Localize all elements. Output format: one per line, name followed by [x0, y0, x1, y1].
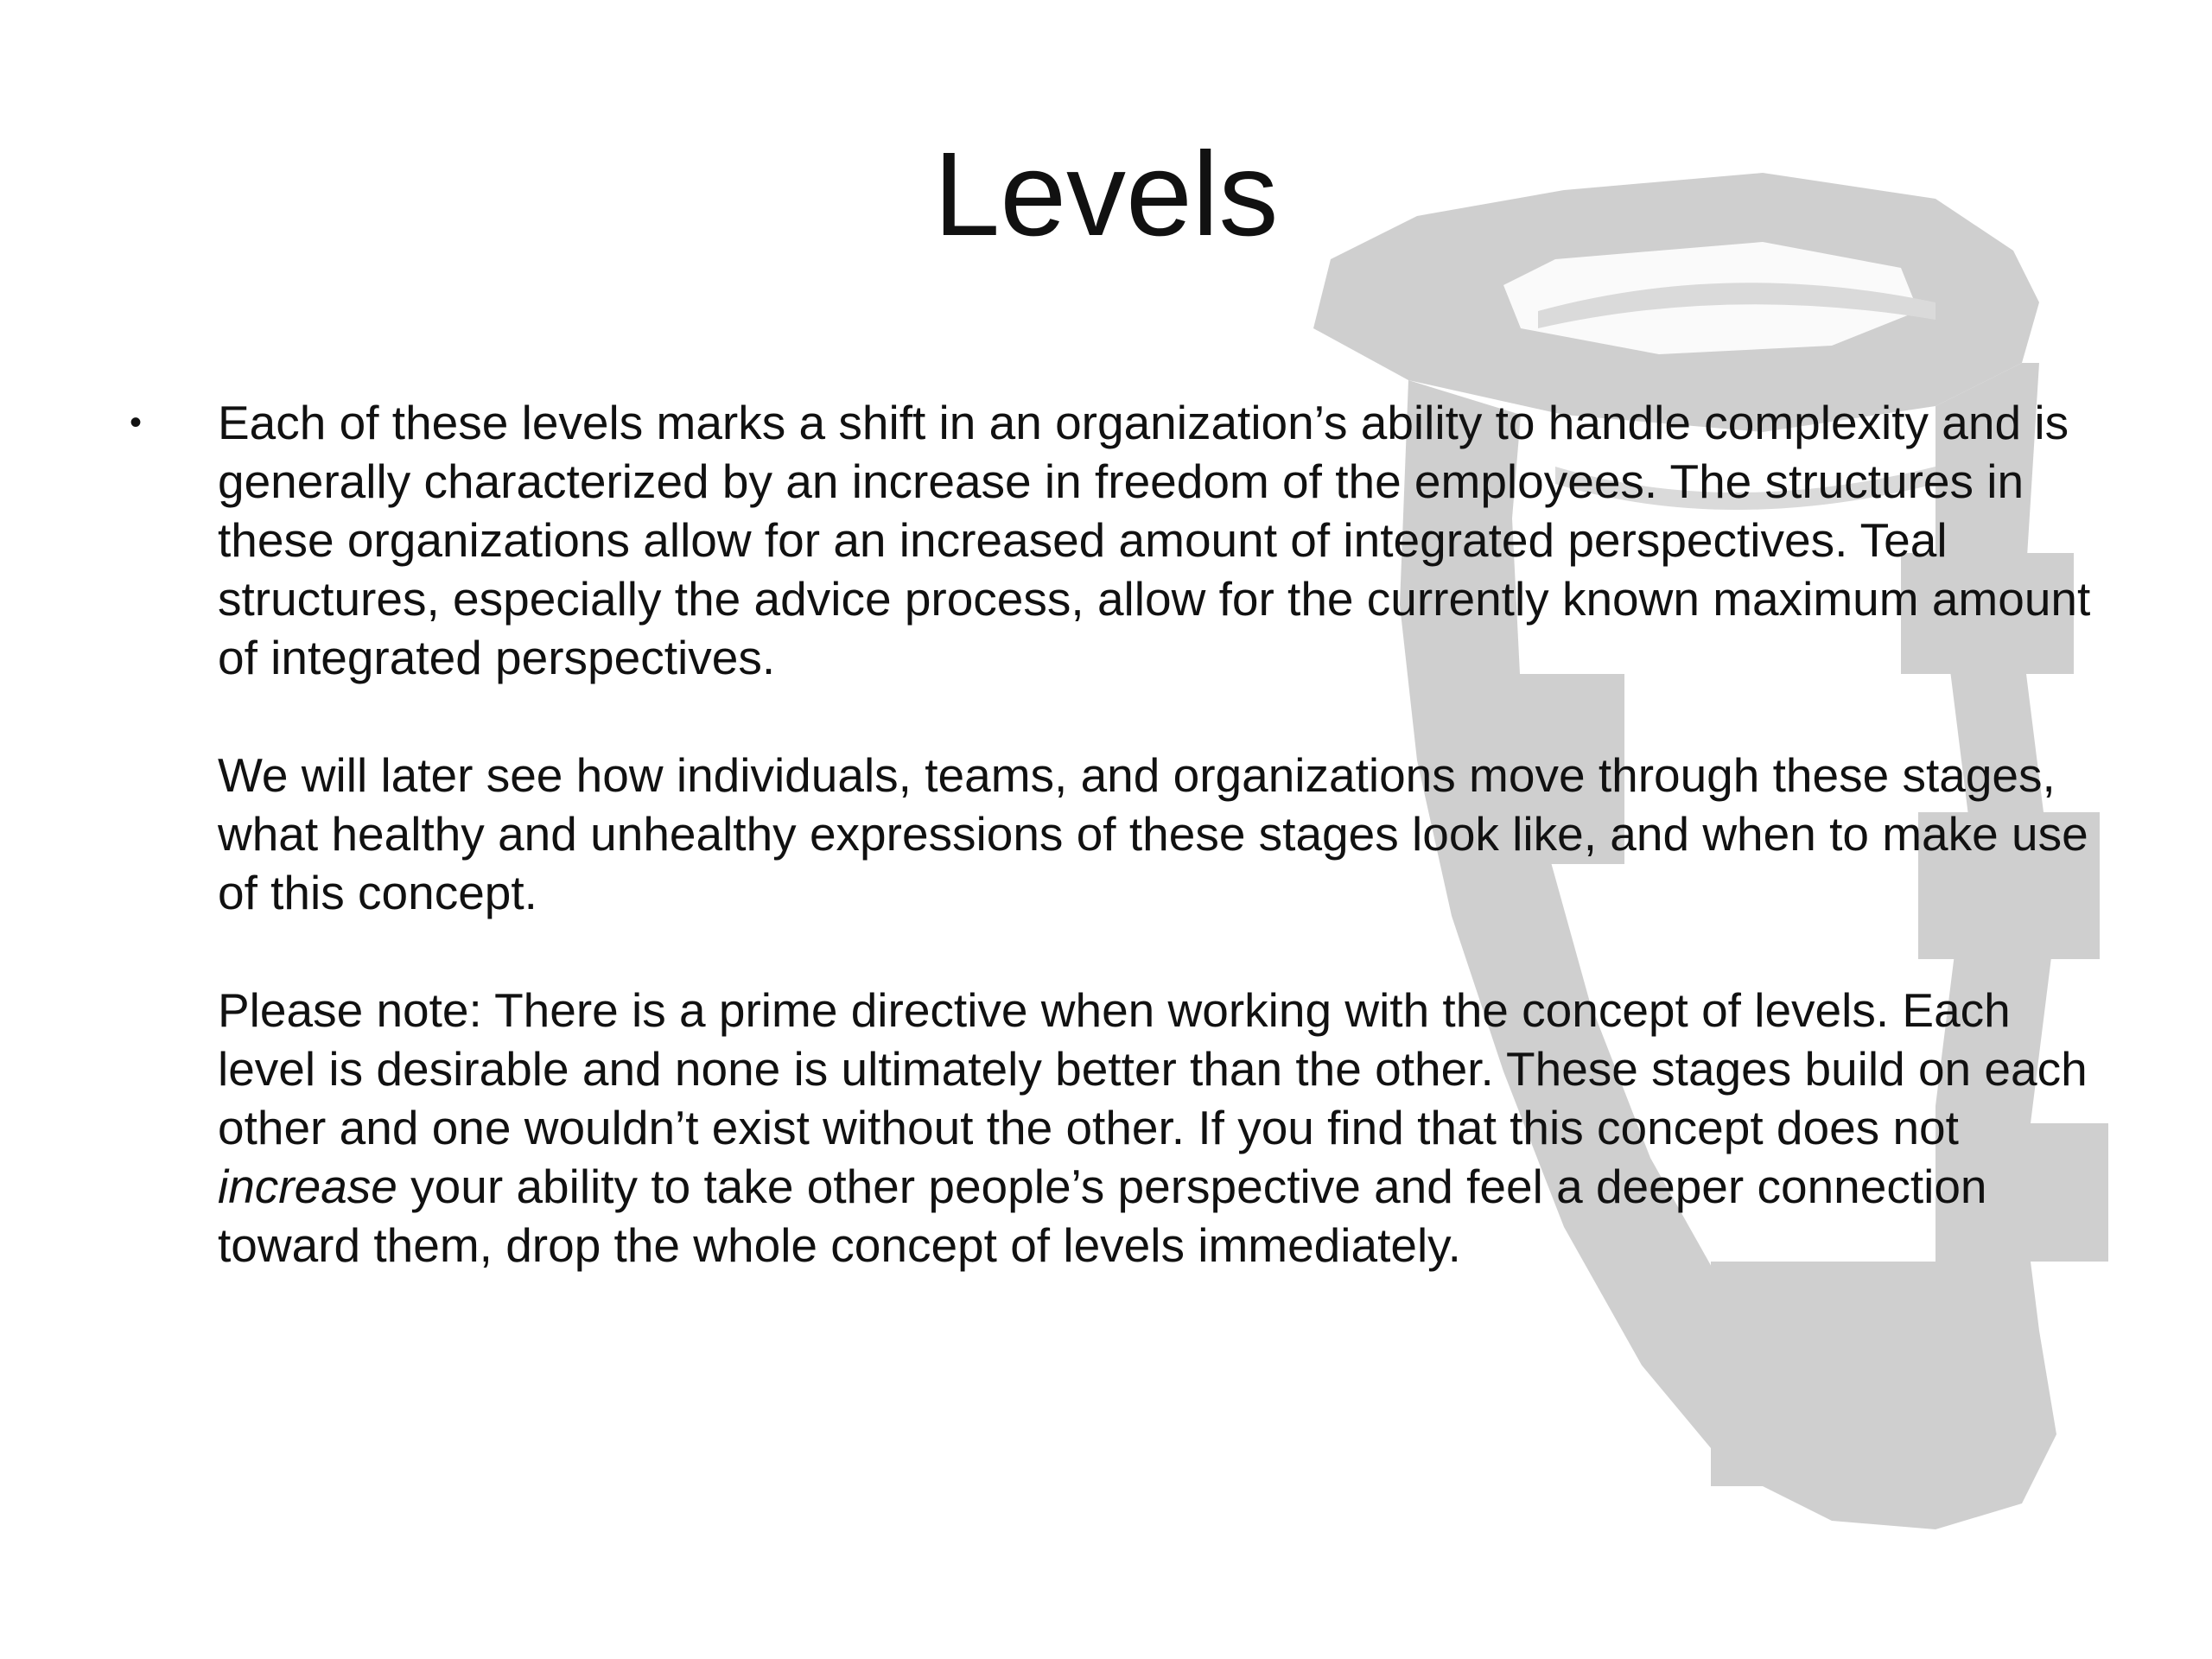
paragraph-prime-directive: [218, 981, 2093, 1274]
emphasized-word: increase: [218, 1160, 397, 1213]
bullet-marker: •: [130, 404, 143, 442]
slide-body: [130, 393, 2100, 1274]
prime-directive-text-end: your ability to take other people’s perspective and feel a deeper connection toward them, drop the whole concept of levels immediately.: [218, 1160, 1987, 1272]
paragraph-stages-preview: We will later see how individuals, teams, and organizations move through these stages, what healthy and unhealthy expressions of these stages look like, and when to make use of this concept.: [218, 748, 2088, 919]
bullet-item: [130, 393, 2100, 1274]
slide-title: Levels: [933, 128, 1279, 261]
bullet-text: [218, 393, 2093, 1274]
prime-directive-text-start: Please note: There is a prime directive when working with the concept of levels. Each level is desirable and none is ultimately better than the other. These stages build on each other and one wouldn’t exist without the other. If you find that this concept does not: [218, 983, 2088, 1154]
paragraph-levels-shift: Each of these levels marks a shift in an organization’s ability to handle complexity and is generally characterized by an increase in freedom of the employees. The structures in these organizations allow for an increased amount of integrated perspectives. Teal structures, especially the advice process, allow for the currently known maximum amount of integrated perspectives.: [218, 396, 2091, 684]
